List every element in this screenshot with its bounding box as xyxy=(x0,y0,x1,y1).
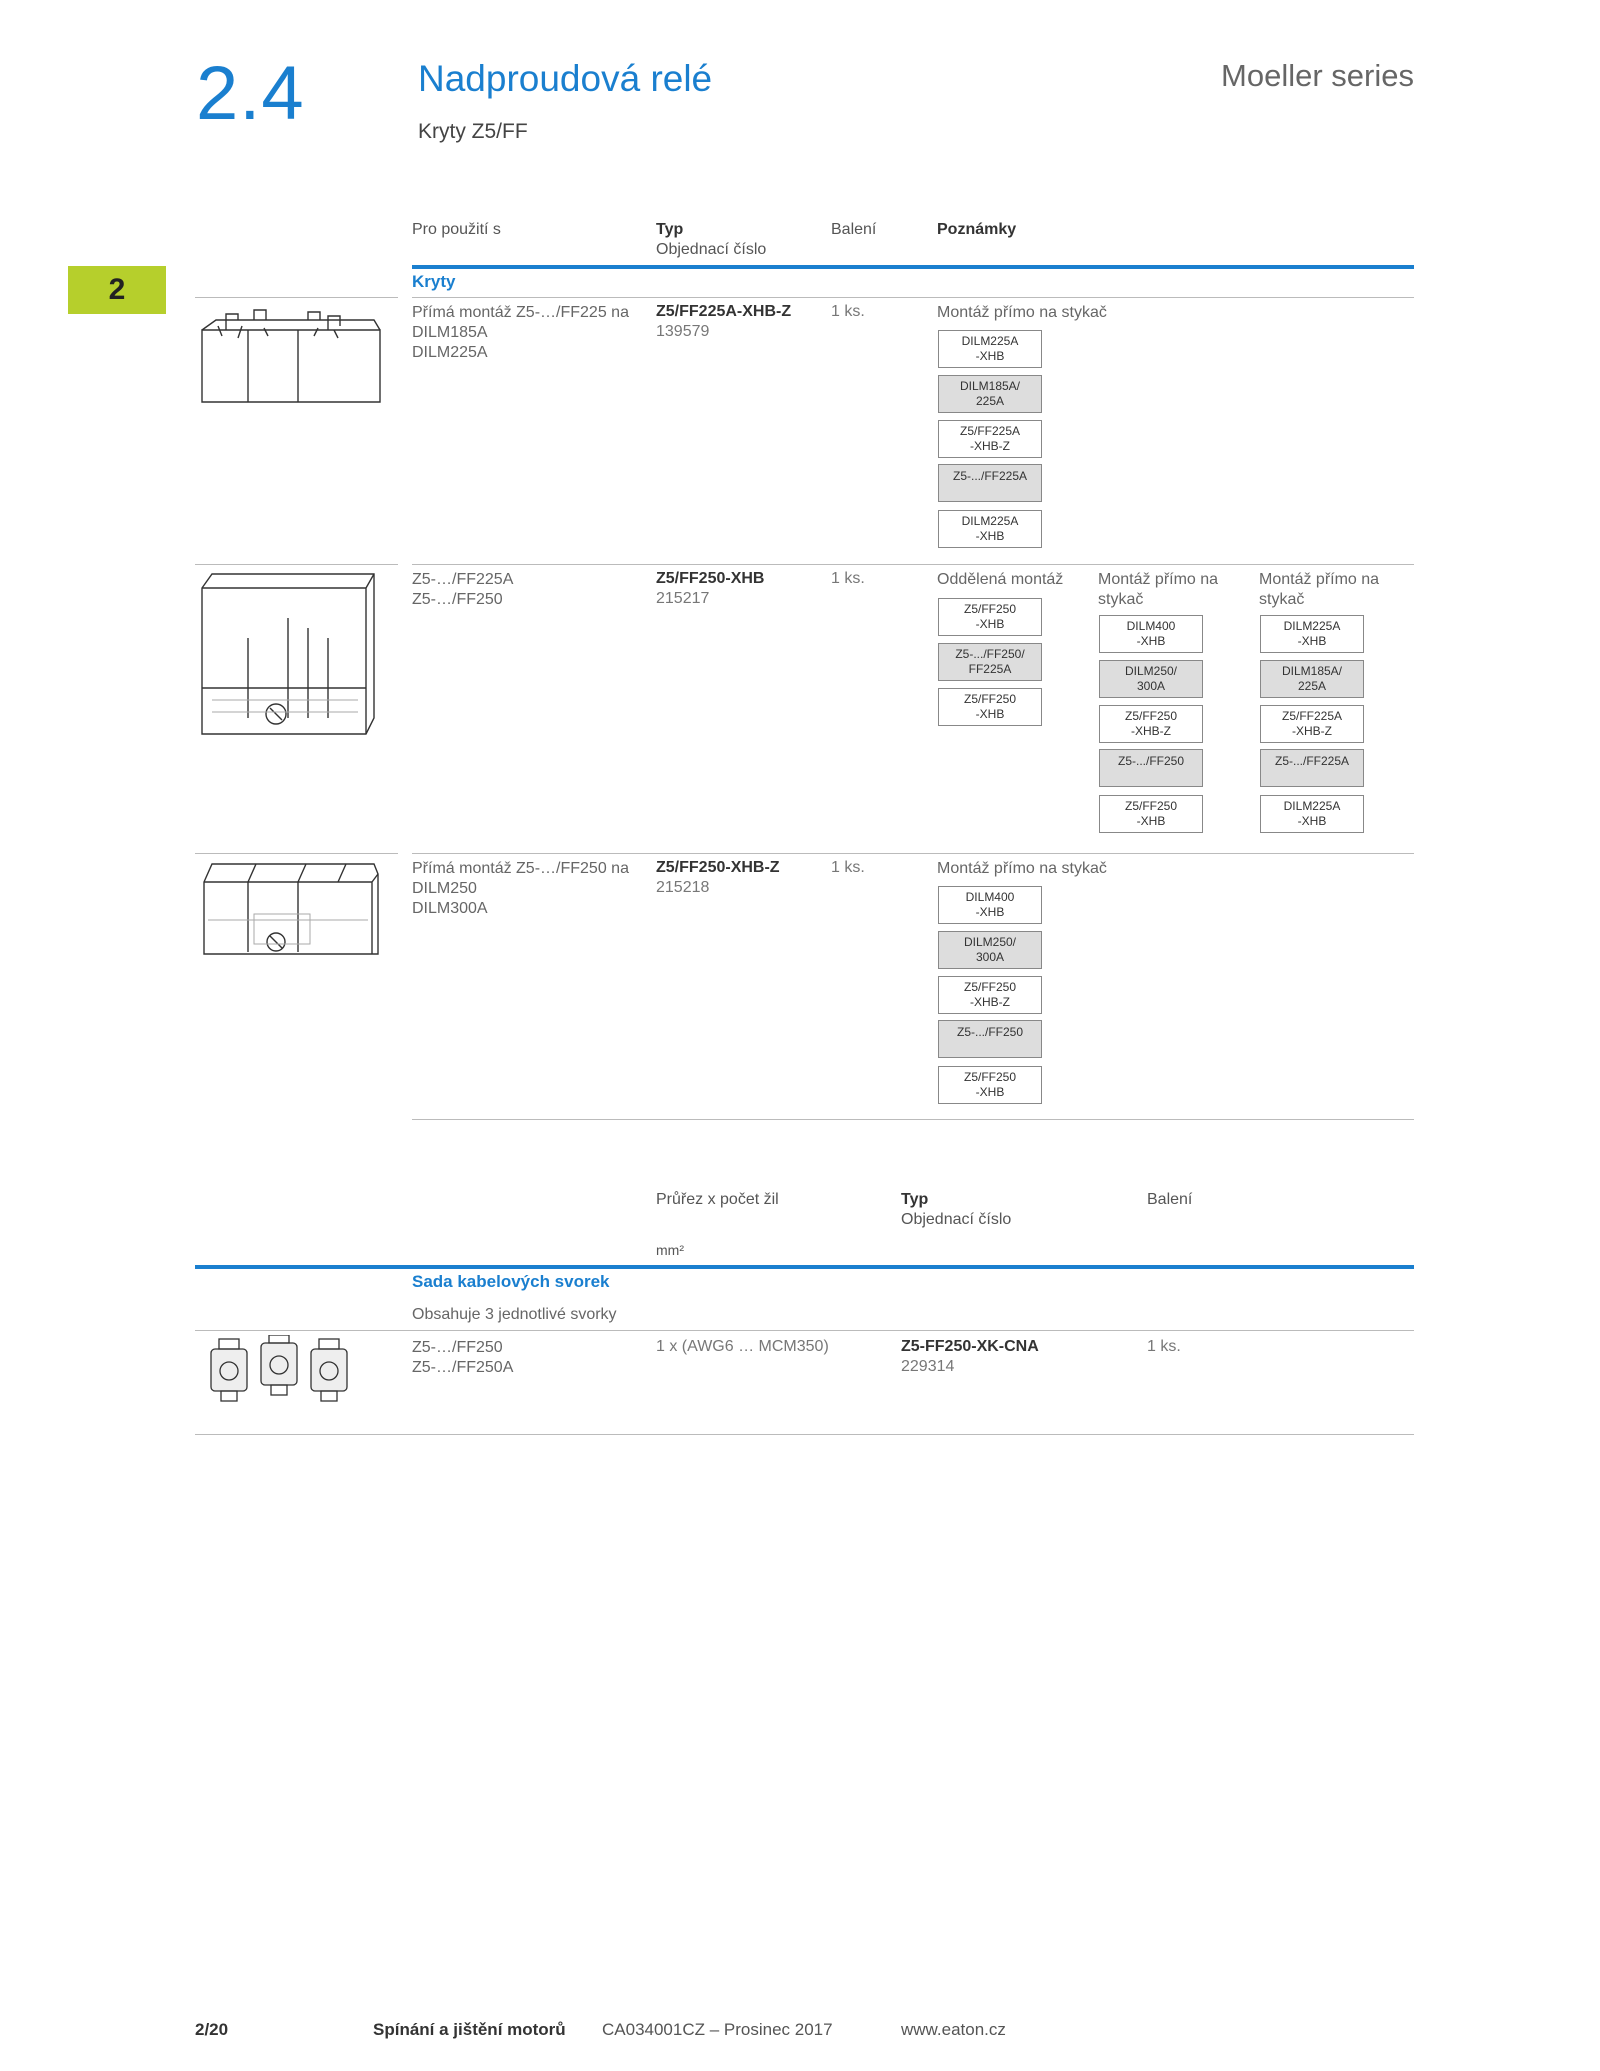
use-with-line: Z5-…/FF250 xyxy=(412,1339,503,1356)
page-number: 2/20 xyxy=(195,2020,229,2039)
diagram-box: Z5/FF225A -XHB-Z xyxy=(938,420,1042,458)
diagram-box: DILM225A -XHB xyxy=(1260,795,1364,833)
diagram-box: Z5/FF250 -XHB xyxy=(938,1066,1042,1104)
page-subtitle: Kryty Z5/FF xyxy=(418,120,528,143)
series-label: Moeller series xyxy=(1221,58,1414,93)
diagram-box: DILM225A -XHB xyxy=(938,510,1042,548)
terminal-kit-illustration xyxy=(205,1335,365,1415)
diagram-box: Z5-.../FF250 xyxy=(938,1020,1042,1058)
cross-section-value: 1 x (AWG6 … MCM350) xyxy=(656,1338,829,1355)
use-with-line: DILM185A xyxy=(412,324,488,341)
diagram-box: DILM225A -XHB xyxy=(1260,615,1364,653)
table1-header-rule xyxy=(412,265,1414,269)
packaging: 1 ks. xyxy=(831,570,865,587)
diagram-box: Z5/FF250 -XHB-Z xyxy=(938,976,1042,1014)
product-type[interactable]: Z5/FF250-XHB xyxy=(656,570,765,587)
diagram-box: DILM400 -XHB xyxy=(938,886,1042,924)
cover-illustration-1 xyxy=(198,306,384,406)
use-with-line: Přímá montáž Z5-…/FF225 na xyxy=(412,304,629,321)
col-cross-section: Průřez x počet žil xyxy=(656,1191,779,1208)
page-title: Nadproudová relé xyxy=(418,58,713,99)
product-type[interactable]: Z5/FF225A-XHB-Z xyxy=(656,303,792,320)
col-type: Typ xyxy=(656,221,684,238)
diagram-box: Z5/FF225A -XHB-Z xyxy=(1260,705,1364,743)
image-divider xyxy=(195,297,398,298)
order-number: 215218 xyxy=(656,879,710,896)
footer-chapter: Spínání a jištění motorů xyxy=(373,2020,566,2039)
use-with-line: DILM300A xyxy=(412,900,488,917)
note: Oddělená montáž xyxy=(937,571,1064,588)
col-use-with: Pro použití s xyxy=(412,221,501,238)
diagram-box: Z5-.../FF225A xyxy=(938,464,1042,502)
section-label-kryty: Kryty xyxy=(412,272,456,291)
note: Montáž přímo na stykač xyxy=(1259,571,1380,608)
diagram-box: DILM250/ 300A xyxy=(1099,660,1203,698)
col-order: Objednací číslo xyxy=(901,1211,1012,1228)
order-number: 215217 xyxy=(656,590,710,607)
section-note: Obsahuje 3 jednotlivé svorky xyxy=(412,1306,617,1323)
col-packaging: Balení xyxy=(831,221,877,238)
table2-header-rule xyxy=(195,1265,1414,1269)
use-with-line: Z5-…/FF250 xyxy=(412,591,503,608)
product-type[interactable]: Z5/FF250-XHB-Z xyxy=(656,859,780,876)
use-with-line: Z5-…/FF250A xyxy=(412,1359,514,1376)
diagram-box: DILM185A/ 225A xyxy=(1260,660,1364,698)
note: Montáž přímo na stykač xyxy=(937,304,1107,321)
diagram-box: Z5-.../FF250 xyxy=(1099,749,1203,787)
footer-catalog: CA034001CZ – Prosinec 2017 xyxy=(602,2020,833,2039)
diagram-box: Z5/FF250 -XHB xyxy=(938,688,1042,726)
cover-illustration-2 xyxy=(198,568,384,738)
image-divider xyxy=(195,853,398,854)
section-number: 2.4 xyxy=(196,51,305,136)
col-packaging: Balení xyxy=(1147,1191,1193,1208)
diagram-box: DILM185A/ 225A xyxy=(938,375,1042,413)
use-with-line: Přímá montáž Z5-…/FF250 na xyxy=(412,860,629,877)
row-divider xyxy=(412,564,1414,565)
table1-bottom-rule xyxy=(412,1119,1414,1120)
note: Montáž přímo na stykač xyxy=(1098,571,1219,608)
packaging: 1 ks. xyxy=(831,303,865,320)
col-type: Typ xyxy=(901,1191,929,1208)
col-notes: Poznámky xyxy=(937,221,1017,238)
order-number: 139579 xyxy=(656,323,710,340)
diagram-box: Z5/FF250 -XHB-Z xyxy=(1099,705,1203,743)
row-divider xyxy=(195,1330,1414,1331)
order-number: 229314 xyxy=(901,1358,955,1375)
use-with-line: DILM250 xyxy=(412,880,477,897)
diagram-box: DILM400 -XHB xyxy=(1099,615,1203,653)
row-divider xyxy=(412,853,1414,854)
note: Montáž přímo na stykač xyxy=(937,860,1107,877)
diagram-box: Z5-.../FF250/ FF225A xyxy=(938,643,1042,681)
image-divider xyxy=(195,564,398,565)
diagram-box: Z5-.../FF225A xyxy=(1260,749,1364,787)
diagram-box: DILM225A -XHB xyxy=(938,330,1042,368)
use-with-line: Z5-…/FF225A xyxy=(412,571,514,588)
section-label-terminals: Sada kabelových svorek xyxy=(412,1272,610,1291)
product-type[interactable]: Z5-FF250-XK-CNA xyxy=(901,1338,1039,1355)
col-unit: mm² xyxy=(656,1242,684,1258)
footer-website[interactable]: www.eaton.cz xyxy=(901,2020,1006,2039)
diagram-box: DILM250/ 300A xyxy=(938,931,1042,969)
cover-illustration-3 xyxy=(198,858,384,958)
diagram-box: Z5/FF250 -XHB xyxy=(1099,795,1203,833)
diagram-box: Z5/FF250 -XHB xyxy=(938,598,1042,636)
packaging: 1 ks. xyxy=(831,859,865,876)
table2-bottom-rule xyxy=(195,1434,1414,1435)
row-divider xyxy=(412,297,1414,298)
chapter-tab[interactable]: 2 xyxy=(68,266,166,314)
col-order: Objednací číslo xyxy=(656,241,767,258)
use-with-line: DILM225A xyxy=(412,344,488,361)
packaging: 1 ks. xyxy=(1147,1338,1181,1355)
